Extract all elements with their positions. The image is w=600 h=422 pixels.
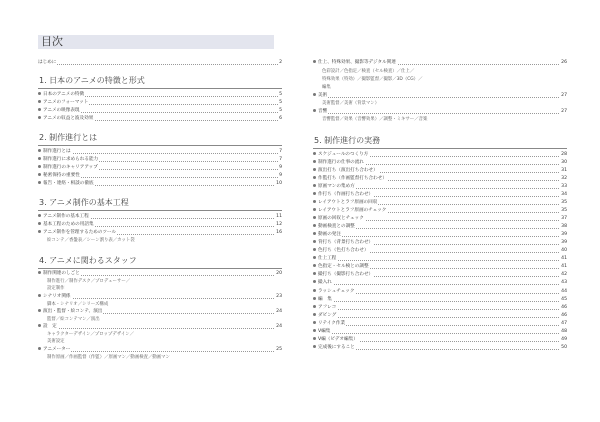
toc-entry[interactable]: 作打ち（作画打ち合わせ） 34 (313, 191, 567, 199)
bullet-icon (313, 192, 316, 195)
toc-entry[interactable]: リテイク作業 47 (313, 320, 567, 328)
bullet-icon (38, 230, 41, 233)
toc-entry[interactable]: 色指定・セル検との調整 41 (313, 263, 567, 271)
toc-entry[interactable]: 美術 27 (313, 92, 567, 100)
toc-entry-intro[interactable]: はじめに 2 (38, 60, 282, 65)
section-heading: 5. 制作進行の実務 (314, 136, 381, 145)
toc-entry[interactable]: 完成後にすること 50 (313, 344, 567, 352)
bullet-icon (313, 329, 316, 332)
bullet-icon (313, 256, 316, 259)
bullet-icon (313, 280, 316, 283)
section-heading: 4. アニメに関わるスタッフ (39, 256, 137, 265)
toc-subline: 特殊効果（特効）／撮影監督／撮影／3D（CG）／ (322, 77, 423, 82)
toc-entry[interactable]: レイアウトとラフ原画の回収 35 (313, 199, 567, 207)
toc-entry[interactable]: アニメのフォーマット 5 (38, 99, 282, 107)
bullet-icon (38, 222, 41, 225)
toc-entry[interactable]: 背打ち（背景打ち合わせ） 39 (313, 239, 567, 247)
toc-subline: 編集 (322, 85, 331, 90)
bullet-icon (313, 216, 316, 219)
toc-entry[interactable]: 動画検査との調整 38 (313, 223, 567, 231)
toc-subline: 制作原画／作画監督（作監）／原画マン／動画検査／動画マン (47, 355, 170, 360)
toc-entry[interactable]: アニメーター 25 (38, 346, 282, 354)
section-divider (38, 210, 282, 211)
toc-entry[interactable]: 日本のアニメの特徴 5 (38, 91, 282, 99)
toc-entry[interactable]: 設 定 24 (38, 323, 282, 331)
toc-subline: 絵コンテ／香盤表／シーン割り表／カット袋 (47, 238, 135, 243)
toc-subline: 音響監督／効果（音響効果）／調整・ミキサー／音楽 (322, 117, 428, 122)
toc-entry[interactable]: アニメの映像表現 5 (38, 107, 282, 115)
section-heading: 3. アニメ制作の基本工程 (39, 198, 129, 207)
toc-entry[interactable]: 音響 27 (313, 108, 567, 116)
bullet-icon (313, 232, 316, 235)
toc-subline: キャラクターデザイン／プロップデザイン／ (47, 332, 135, 337)
toc-entry[interactable]: 演出打ち（演出打ち合わせ） 31 (313, 167, 567, 175)
section-divider (38, 145, 282, 146)
toc-subline: 美術設定 (47, 339, 65, 344)
toc-entry[interactable]: 制作進行とは 7 (38, 148, 282, 156)
bullet-icon (313, 305, 316, 308)
bullet-icon (313, 248, 316, 251)
toc-entry[interactable]: 制作進行の仕事の流れ 30 (313, 159, 567, 167)
toc-subline: 色彩設計／色指定／検査（セル検査）／仕上／ (322, 69, 415, 74)
toc-entry[interactable]: アフレコ 46 (313, 304, 567, 312)
bullet-icon (313, 109, 316, 112)
toc-entry[interactable]: アニメの収益と波及効果 6 (38, 115, 282, 123)
toc-entry[interactable]: 制作進行のキャリアアップ 9 (38, 164, 282, 172)
section-divider (313, 148, 567, 149)
toc-entry[interactable]: 動画の発注 39 (313, 231, 567, 239)
bullet-icon (38, 271, 41, 274)
toc-entry[interactable]: 原画マンの集め方 33 (313, 183, 567, 191)
toc-entry[interactable]: 秘密保持の重要性 9 (38, 172, 282, 180)
toc-entry[interactable]: 制作関連のしごと 20 (38, 270, 282, 278)
bullet-icon (38, 173, 41, 176)
bullet-icon (38, 92, 41, 95)
bullet-icon (38, 294, 41, 297)
right-page (313, 0, 567, 422)
toc-entry[interactable]: ダビング 46 (313, 312, 567, 320)
bullet-icon (38, 165, 41, 168)
bullet-icon (313, 184, 316, 187)
bullet-icon (313, 272, 316, 275)
bullet-icon (313, 224, 316, 227)
bullet-icon (38, 347, 41, 350)
toc-entry[interactable]: V編集 48 (313, 328, 567, 336)
bullet-icon (313, 160, 316, 163)
toc-entry[interactable]: 基本工程のための用語集 12 (38, 221, 282, 229)
toc-subline: 美術監督／美術（背景マン） (322, 101, 380, 106)
bullet-icon (313, 60, 316, 63)
toc-subline: 監督／絵コンテマン／演出 (47, 317, 100, 322)
bullet-icon (313, 313, 316, 316)
bullet-icon (313, 200, 316, 203)
toc-entry[interactable]: 演出・監督・絵コンテ、演出 24 (38, 308, 282, 316)
toc-entry[interactable]: 撮打ち（撮影打ち合わせ） 42 (313, 271, 567, 279)
bullet-icon (38, 108, 41, 111)
bullet-icon (38, 324, 41, 327)
toc-entry[interactable]: アニメ制作を管理するためのツール 16 (38, 229, 282, 237)
toc-entry[interactable]: 撮入れ 43 (313, 279, 567, 287)
bullet-icon (38, 309, 41, 312)
bullet-icon (38, 100, 41, 103)
bullet-icon (313, 321, 316, 324)
toc-entry[interactable]: 編 集 45 (313, 296, 567, 304)
toc-entry[interactable]: レイアウトとラフ原画のチェック 35 (313, 207, 567, 215)
bullet-icon (313, 152, 316, 155)
bullet-icon (38, 181, 41, 184)
section-heading: 1. 日本のアニメの特徴と形式 (39, 76, 145, 85)
toc-entry[interactable]: V編（ビデオ編集） 49 (313, 336, 567, 344)
toc-subline: 脚本・シナリオ／シリーズ構成 (47, 302, 109, 307)
toc-entry[interactable]: 作監打ち（作画監督打ち合わせ） 32 (313, 175, 567, 183)
bullet-icon (38, 149, 41, 152)
toc-subline: 制作進行／制作デスク／プロデューサー／ (47, 279, 131, 284)
left-page (28, 0, 282, 422)
bullet-icon (313, 93, 316, 96)
page-title: 目次 (41, 35, 63, 48)
toc-entry[interactable]: スケジュールのつくり方 28 (313, 151, 567, 159)
bullet-icon (313, 289, 316, 292)
toc-entry[interactable]: 制作進行に求められる能力 7 (38, 156, 282, 164)
toc-entry[interactable]: 仕上、特殊効果、撮影等デジタル関連 26 (313, 59, 567, 67)
toc-entry[interactable]: ラッシュチェック 44 (313, 288, 567, 296)
toc-subline: 設定制作 (47, 286, 65, 291)
bullet-icon (313, 240, 316, 243)
bullet-icon (313, 297, 316, 300)
bullet-icon (313, 176, 316, 179)
section-divider (38, 268, 282, 269)
bullet-icon (313, 168, 316, 171)
section-heading: 2. 制作進行とは (39, 133, 98, 142)
toc-entry[interactable]: アニメ制作の基本工程 11 (38, 213, 282, 221)
bullet-icon (313, 264, 316, 267)
bullet-icon (38, 214, 41, 217)
section-divider (38, 88, 282, 89)
toc-entry[interactable]: 色打ち（色打ち合わせ） 40 (313, 247, 567, 255)
toc-entry[interactable]: 仕上工程 41 (313, 255, 567, 263)
bullet-icon (313, 337, 316, 340)
bullet-icon (313, 208, 316, 211)
bullet-icon (38, 116, 41, 119)
toc-entry[interactable]: 報告・連絡・相談の徹底 10 (38, 180, 282, 188)
bullet-icon (313, 345, 316, 348)
toc-entry[interactable]: シナリオ関係 23 (38, 293, 282, 301)
bullet-icon (38, 157, 41, 160)
toc-entry[interactable]: 原画の回収とチェック 37 (313, 215, 567, 223)
